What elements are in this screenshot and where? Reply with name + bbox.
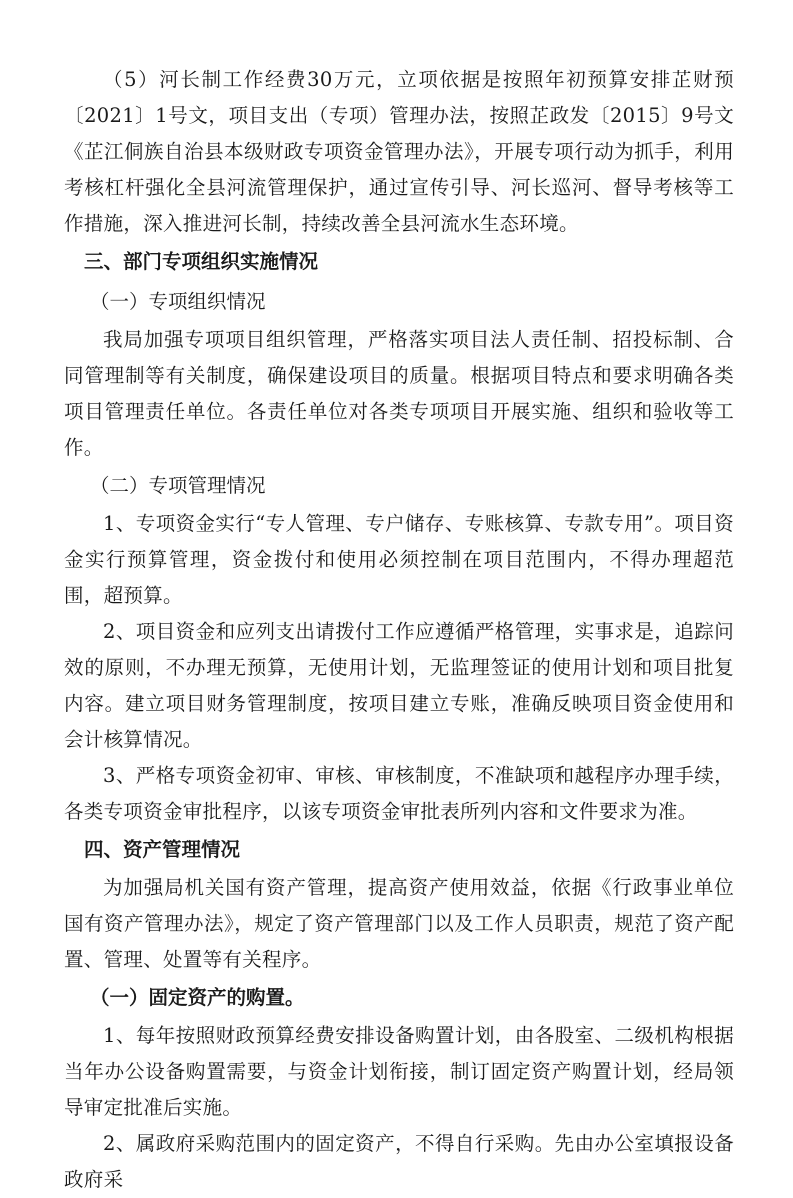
- paragraph-management-1: 1、专项资金实行“专人管理、专户储存、专账核算、专款专用”。项目资金实行预算管理，资金拨付和使用必须控制在项目范围内，不得办理超范围，超预算。: [64, 512, 734, 607]
- subsection-heading-fixed-assets: （一）固定资产的购置。: [90, 986, 305, 1009]
- section-heading-4: 四、资产管理情况: [84, 838, 241, 861]
- paragraph-fixed-assets-1: 1、每年按照财政预算经费安排设备购置计划，由各股室、二级机构根据当年办公设备购置需要，与资金计划衔接，制订固定资产购置计划，经局领导审定批准后实施。: [64, 1024, 734, 1119]
- document-body: [64, 62, 734, 1198]
- paragraph-river-chief-funding: （5）河长制工作经费30万元，立项依据是按照年初预算安排芷财预〔2021〕1号文，项目支出（专项）管理办法，按照芷政发〔2015〕9号文《芷江侗族自治县本级财政专项资金管理办法》，开展专项行动为抓手，利用考核杠杆强化全县河流管理保护，通过宣传引导、河长巡河、督导考核等工作措施，深入推进河长制，持续改善全县河流水生态环境。: [64, 68, 734, 235]
- paragraph-management-2: 2、项目资金和应列支出请拨付工作应遵循严格管理，实事求是，追踪问效的原则，不办理无预算，无使用计划，无监理签证的使用计划和项目批复内容。建立项目财务管理制度，按项目建立专账，准确反映项目资金使用和会计核算情况。: [64, 620, 734, 751]
- paragraph-fixed-assets-2: 2、属政府采购范围内的固定资产，不得自行采购。先由办公室填报设备政府采: [64, 1132, 734, 1191]
- section-heading-3: 三、部门专项组织实施情况: [84, 250, 319, 273]
- subsection-heading-organization: （一）专项组织情况: [90, 290, 266, 313]
- paragraph-asset-management: 为加强局机关国有资产管理，提高资产使用效益，依据《行政事业单位国有资产管理办法》，规定了资产管理部门以及工作人员职责，规范了资产配置、管理、处置等有关程序。: [64, 876, 734, 971]
- paragraph-management-3: 3、严格专项资金初审、审核、审核制度，不准缺项和越程序办理手续，各类专项资金审批程序，以该专项资金审批表所列内容和文件要求为准。: [64, 764, 734, 823]
- subsection-heading-management: （二）专项管理情况: [90, 474, 266, 497]
- paragraph-organization: 我局加强专项项目组织管理，严格落实项目法人责任制、招投标制、合同管理制等有关制度，确保建设项目的质量。根据项目特点和要求明确各类项目管理责任单位。各责任单位对各类专项项目开展实施、组织和验收等工作。: [64, 328, 734, 459]
